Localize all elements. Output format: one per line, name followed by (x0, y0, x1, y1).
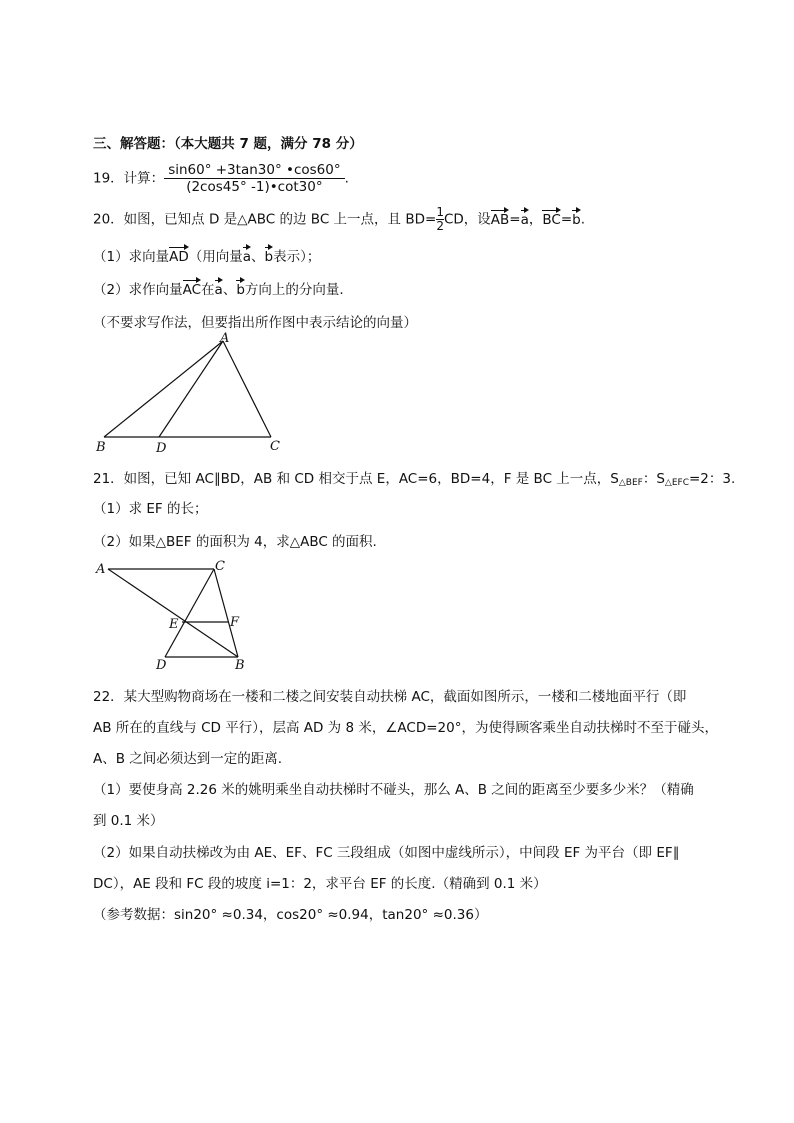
q20-p1-a: （1）求向量 (93, 249, 170, 265)
q20-p2-c: 方向上的分向量. (244, 282, 344, 298)
q20-p1-vector-b: b (265, 245, 274, 265)
q20-comma: ， (528, 211, 543, 228)
q19-prefix: 19．计算： (93, 170, 165, 187)
q21-colon: ：S (642, 471, 665, 487)
q20-part-2 (93, 278, 344, 298)
q20-p2-sep: 、 (222, 282, 237, 298)
q21-figure (90, 556, 260, 674)
label-b: B (235, 658, 245, 673)
q20-p1-sep: 、 (251, 249, 265, 265)
segment-ad (159, 341, 223, 437)
section-title: 三、解答题：（本大题共 7 题，满分 78 分） (93, 136, 363, 152)
label-d: D (156, 658, 167, 673)
q20-figure (90, 330, 290, 455)
q20-frac-num: 1 (436, 205, 444, 219)
question-21-intro (93, 467, 735, 488)
q20-p2-vector-a: a (215, 278, 223, 298)
q21-part-2: （2）如果△BEF 的面积为 4，求△ABC 的面积. (93, 534, 377, 550)
q20-part-1 (93, 245, 320, 265)
label-f: F (230, 615, 240, 630)
q20-eq-b: = (560, 211, 573, 228)
q20-p2-vector-b: b (236, 278, 245, 298)
label-d: D (156, 441, 167, 455)
q21-intro: 21．如图，已知 AC∥BD，AB 和 CD 相交于点 E，AC=6，BD=4，F 是 BC 上一点，S (93, 471, 619, 487)
q22-reference-data: （参考数据：sin20° ≈0.34，cos20° ≈0.94，tan20° ≈0.36） (93, 907, 488, 923)
segment-ba (104, 341, 223, 437)
vector-a: a (521, 208, 529, 228)
label-c: C (215, 559, 225, 574)
q21-part-1: （1）求 EF 的长； (93, 501, 208, 517)
q22-part-1-line-2: 到 0.1 米） (93, 813, 164, 829)
question-19 (93, 162, 349, 195)
q21-sub-efc: △EFC (664, 478, 689, 488)
question-20-intro (93, 206, 585, 233)
q20-p2-a: （2）求作向量 (93, 282, 183, 298)
q20-p1-b: （用向量 (188, 249, 243, 265)
q20-p1-vector-a: a (243, 245, 251, 265)
q20-end: . (580, 211, 586, 228)
q19-fraction (164, 162, 344, 195)
label-a: A (96, 562, 106, 577)
label-c: C (270, 439, 280, 454)
label-b: B (96, 440, 106, 455)
q22-line-2: AB 所在的直线与 CD 平行），层高 AD 为 8 米，∠ACD=20°，为使得顾客乘坐自动扶梯时不至于碰头， (93, 720, 718, 736)
q19-numerator: sin60° +3tan30° •cos60° (168, 162, 341, 178)
label-a: A (220, 331, 230, 346)
vector-ac: AC (183, 278, 201, 298)
vector-ab: AB (491, 208, 510, 228)
q20-frac-den: 2 (436, 219, 444, 233)
vector-ad: AD (169, 245, 189, 265)
segment-ac (223, 341, 271, 437)
q21-sub-bef: △BEF (618, 478, 643, 488)
vector-bc: BC (542, 208, 560, 228)
q21-ratio: =2：3. (688, 471, 736, 487)
q20-eq-a: = (509, 211, 521, 228)
q22-line-1: 22．某大型购物商场在一楼和二楼之间安装自动扶梯 AC，截面如图所示，一楼和二楼地面平行（即 (93, 689, 687, 705)
q20-p2-b: 在 (201, 282, 215, 298)
label-e: E (169, 617, 179, 632)
q20-intro-a: 20．如图，已知点 D 是△ABC 的边 BC 上一点，且 BD= (93, 211, 437, 228)
q20-fraction (436, 206, 444, 233)
q19-denominator: (2cos45° -1)•cot30° (164, 178, 344, 195)
q22-part-2-line-2: DC），AE 段和 FC 段的坡度 i=1：2，求平台 EF 的长度.（精确到 0.1 米） (93, 876, 547, 892)
vector-b: b (572, 208, 581, 228)
q20-p1-c: 表示）； (273, 249, 321, 265)
q19-suffix: . (344, 170, 349, 187)
q22-part-1-line-1: （1）要使身高 2.26 米的姚明乘坐自动扶梯时不碰头，那么 A、B 之间的距离至少要多少米？（精确 (93, 782, 694, 798)
q20-note: （不要求写作法，但要指出所作图中表示结论的向量） (93, 315, 417, 331)
q22-line-3: A、B 之间必须达到一定的距离. (93, 751, 283, 767)
q20-intro-b: CD，设 (443, 211, 491, 228)
q22-part-2-line-1: （2）如果自动扶梯改为由 AE、EF、FC 三段组成（如图中虚线所示），中间段 EF 为平台（即 EF∥ (93, 845, 680, 861)
